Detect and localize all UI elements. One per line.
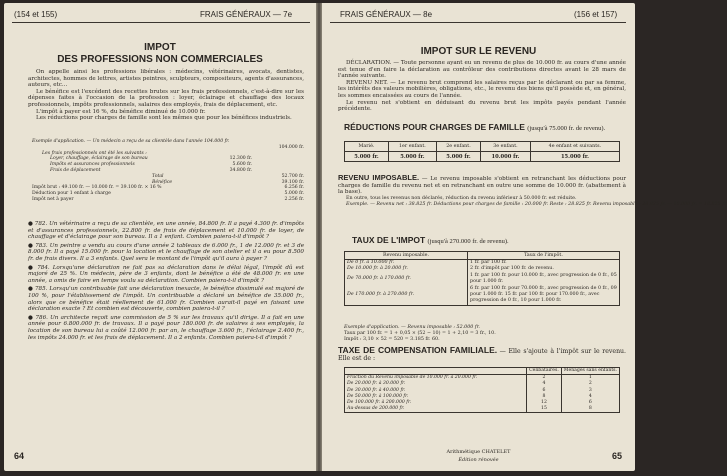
table-cell: Fraction du Revenu imposable de 10.000 fr. à 20.000 fr. (347, 375, 478, 381)
table-header-cell: 4e enfant et suivants. (530, 142, 619, 152)
table-cell: 10.000 fr. (481, 152, 531, 162)
table-header-cell: Marié. (345, 142, 389, 152)
table-cell: 5.000 fr. (388, 152, 436, 162)
table-cell: De 50.000 fr. à 100.000 fr. (347, 393, 409, 399)
table-header-cell (345, 368, 527, 375)
table-cell: De 0 fr. à 10.000 fr. (345, 260, 468, 267)
tax-example-line: Exemple d'application. — Revenu imposable : 52.000 fr. (344, 325, 480, 330)
intro-paragraph: DÉCLARATION. — Toute personne ayant eu un revenu de plus de 10.000 fr. au cours d'une année est tenue d'en faire la déclaration au contrôleur des contributions directes avant le 28 mars de l'année suivante. (338, 60, 626, 80)
calc-value: 6.256 fr. (284, 185, 304, 191)
section-compensation-text: — Elle s'ajoute à l'impôt sur le revenu. Elle est de : (338, 348, 627, 362)
compensation-table (344, 367, 620, 413)
calc-label: Impôt brut : 49.100 fr. — 10.000 fr. = 39.100 fr. × 16 % (32, 185, 162, 191)
table-cell: 1 fr. par 100 fr. pour 10.000 fr., avec progression de 0 fr., 05 pour 1.000 fr. (470, 272, 617, 285)
table-cell: 15 (527, 406, 562, 413)
profit-value: 39.100 fr. (281, 179, 304, 185)
table-row (345, 152, 620, 162)
problem-783: ● 783. Un peintre a vendu au cours d'une année 2 tableaux de 6.000 fr., 1 de 12.000 fr. et 3 de 8.000 fr. Il a payé 15.000 fr. pour la location et le chauffage de son atelier et il a eu pour 8.500 fr. de frais divers. Il a 3 enfants. Quel sera le montant de l'impôt qu'il aura à payer ? (28, 242, 304, 262)
table-cell: 8 (527, 394, 562, 400)
deductions-heading: Les frais professionnels ont été les suivants : (42, 150, 147, 156)
publisher-line: Arithmétique CHATELET (446, 449, 511, 455)
table-header-cell: Taux de l'impôt. (468, 252, 620, 260)
left-title: IMPOT (144, 42, 176, 53)
table-header-cell: 3e enfant. (481, 142, 531, 152)
table-cell: 8 (561, 406, 619, 413)
table-cell: 1 fr. par 100 fr. (470, 260, 507, 265)
example-label: Exemple d'application. (32, 139, 86, 144)
table-header-cell: Célibataires. (527, 368, 562, 375)
table-cell: 6 (561, 400, 619, 406)
problem-786: ● 786. Un architecte reçoit une commission de 5 % sur les travaux qu'il dirige. Il a fait en une année pour 6.800.000 fr. de travaux. Il a payé pour 180.000 fr. de salaires à ses employés, la location de son bureau lui a coûté 12.000 fr. par an, le chauffage 3.600 fr., l'éclairage 2.400 fr., les impôts 24.000 fr. et les frais de déplacement. Il a 2 enfants. Combien paiera-t-il d'impôt ? (28, 314, 304, 341)
table-header-cell: 1er enfant. (388, 142, 436, 152)
left-header-rule (12, 22, 310, 23)
example-amount: 104.000 fr. (278, 144, 304, 150)
section-rate-tail: (jusqu'à 270.000 fr. de revenu). (427, 238, 509, 245)
intro-paragraph: Le revenu net s'obtient en déduisant du revenu brut les impôts payés pendant l'année précédente. (338, 99, 626, 113)
table-header-cell: Revenu imposable. (345, 252, 468, 260)
table-cell: 6 (527, 388, 562, 394)
table-cell: De 30.000 fr. à 40.000 fr. (347, 387, 406, 393)
profit-label: Bénéfice (152, 179, 173, 185)
calc-label: Déduction pour 1 enfant à charge (32, 191, 111, 197)
right-title: IMPOT SUR LE REVENU (420, 46, 537, 57)
left-example (32, 139, 304, 203)
calc-label: Impôt net à payer (32, 196, 74, 202)
section-family-title (344, 122, 605, 132)
intro-paragraph: Les réductions pour charges de famille sont les mêmes que pour les bénéfices industriels. (36, 115, 292, 122)
left-header-refs: (154 et 155) (14, 10, 58, 19)
deduction-label: Impôts et assurances professionnels (50, 162, 135, 168)
right-page-number: 65 (612, 451, 623, 461)
left-page (4, 3, 316, 471)
calc-value: 2.256 fr. (284, 196, 304, 202)
table-row (345, 252, 620, 260)
deduction-value: 5.600 fr. (232, 162, 252, 168)
total-label: Total (152, 173, 164, 179)
taxable-income-block (338, 173, 727, 208)
taxable-note: En outre, tous les revenus non déclarés, réduction du revenu inférieur à 50.000 fr. est réduite. (346, 195, 577, 201)
total-value: 52.700 fr. (281, 173, 304, 179)
example-text: — Un médecin a reçu de sa clientèle dans l'année 104.000 fr. (86, 139, 230, 144)
problem-782: ● 782. Un vétérinaire a reçu de sa clientèle, en une année, 84.800 fr. Il a payé 4.300 fr. d'impôts et d'assurances professionnels, 22.800 fr. de frais de déplacement et 10.000 fr. de loyer, de chauffage et d'éclairage pour son bureau. Il a 1 enfant. Combien paiera-t-il d'impôt ? (28, 221, 304, 241)
edition-line: Édition rénovée (458, 457, 499, 463)
section-taxable-title: REVENU IMPOSABLE. (338, 173, 420, 182)
table-row (345, 368, 620, 375)
table-cell: De 170.000 fr. à 270.000 fr. (345, 286, 468, 306)
section-rate-heading: TAUX DE L'IMPOT (352, 235, 426, 245)
section-compensation-title: TAXE DE COMPENSATION FAMILIALE. (338, 345, 498, 355)
table-header-cell: 2e enfant. (436, 142, 480, 152)
right-header-title: FRAIS GÉNÉRAUX — 8e (340, 10, 433, 19)
calc-value: 5.000 fr. (284, 191, 304, 197)
compensation-block (338, 347, 626, 362)
right-header-refs: (156 et 157) (574, 10, 618, 19)
table-cell: De 70.000 fr. à 170.000 fr. (345, 273, 468, 286)
deduction-label: Loyer, chauffage, éclairage de son bureau (50, 156, 148, 162)
table-cell: De 10.000 fr. à 20.000 fr. (345, 266, 468, 272)
intro-paragraph: Le bénéfice est l'excédent des recettes brutes sur les frais professionnels, c'est-à-dire sur les dépenses faites à l'occasion de la profession : loyer, éclairage et chauffage des locaux professionnels, impôts professionnels, salaires des employés, frais de déplacement, etc. (28, 88, 304, 108)
tax-example-line: Taux par 100 fr. = 1 + 0,05 × (52 − 10) = 1 + 2,10 = 3 fr., 10. (344, 331, 496, 336)
table-cell: 12 (527, 400, 562, 406)
table-cell: 6 fr. par 100 fr. pour 70.000 fr., avec progression de 0 fr., 09 pour 1.000 fr. 15 fr. par 100 fr. pour 170.000 fr., avec progression de 0 fr., 10 pour 1.000 fr. (470, 285, 617, 304)
table-row (345, 273, 620, 286)
table-cell: 5.000 fr. (345, 152, 389, 162)
family-reductions-table (344, 141, 620, 162)
left-header-title: FRAIS GÉNÉRAUX — 7e (200, 10, 293, 19)
taxable-example: Exemple. — Revenu net : 38.825 fr. Déductions pour charges de famille : 20.000 fr. Reste : 28.825 fr. Revenu imposable : 28.825 fr. — 10.000 fr. = 18.825 fr. (346, 201, 727, 207)
left-intro (28, 69, 304, 122)
tax-example-line: Impôt : 3,10 × 52 = 520 = 3.185 fr. 60. (344, 337, 440, 342)
table-cell: Au-dessus de 200.000 fr. (347, 406, 405, 412)
table-row (345, 406, 620, 413)
deduction-value: 12.300 fr. (229, 156, 252, 162)
deduction-label: Frais de déplacement (50, 167, 101, 173)
tax-rate-table (344, 251, 620, 306)
right-page (322, 3, 727, 471)
section-rate-title (352, 235, 509, 245)
intro-paragraph: REVENU NET. — Le revenu brut comprend les salaires reçus par le déclarant ou par sa femme, les intérêts des valeurs mobilières, obligations, etc., le revenu des biens qu'il possède et, en général, les sommes encaissées au cours de l'année. (338, 79, 626, 99)
left-page-number: 64 (14, 451, 25, 461)
table-cell: 2 (527, 375, 562, 382)
table-cell: 2 (561, 381, 619, 387)
table-cell: 1 (561, 375, 619, 382)
table-cell: 4 (527, 381, 562, 387)
tax-example (344, 325, 624, 343)
deduction-value: 34.800 fr. (229, 167, 252, 173)
problem-785: ● 785. Lorsqu'un contribuable fait une déclaration inexacte, le bénéfice dissimulé est majoré de 100 %, pour l'établissement de l'impôt. Un contribuable a déclaré un bénéfice de 35.000 fr., alors que ce bénéfice était réellement de 61.000 fr. Combien aurait-il payé en faisant une déclaration exacte ? Et combien est découverte, combien paiera-t-il ? (28, 286, 304, 313)
table-row (345, 142, 620, 152)
section-taxable-text: — Le revenu imposable s'obtient en retranchant les déductions pour charges de famille du revenu net et en retranchant en outre une somme de 10.000 fr. (abattement à la base). (338, 176, 626, 196)
table-cell: 3 (561, 388, 619, 394)
right-intro (338, 60, 626, 113)
table-row (345, 286, 620, 306)
right-header-rule (330, 22, 626, 23)
intro-paragraph: L'impôt à payer est 16 %, du bénéfice diminué de 10.000 fr. (36, 108, 206, 115)
intro-paragraph: On appelle ainsi les professions libérales : médecins, vétérinaires, avocats, dentistes, architectes, hommes de lettres, artistes peintres, sculpteurs, compositeurs, agents d'assurances, auteurs, etc... (28, 69, 304, 89)
table-cell: 4 (561, 394, 619, 400)
table-cell: 5.000 fr. (436, 152, 480, 162)
table-cell: De 20.000 fr. à 30.000 fr. (347, 381, 406, 387)
left-problems (28, 221, 304, 341)
table-cell: 2 fr. d'impôt par 100 fr. de revenu. (470, 266, 554, 272)
table-cell: 15.000 fr. (530, 152, 619, 162)
problem-784: ● 784. Lorsqu'une déclaration ne fait pas sa déclaration dans le délai légal, l'impôt dû est majoré de 25 %. Un médecin, père de 3 enfants, dont le bénéfice a été de 48.000 fr. en une année, a omis de faire en temps voulu sa déclaration. Combien paiera-t-il d'impôt ? (28, 264, 304, 284)
section-family-heading: RÉDUCTIONS POUR CHARGES DE FAMILLE (344, 122, 525, 132)
section-family-tail: (jusqu'à 75.000 fr. de revenu). (527, 125, 606, 132)
left-subtitle: DES PROFESSIONS NON COMMERCIALES (57, 54, 263, 65)
table-cell: De 100.000 fr. à 200.000 fr. (347, 400, 412, 406)
table-header-cell: Ménages sans enfants. (561, 368, 619, 375)
